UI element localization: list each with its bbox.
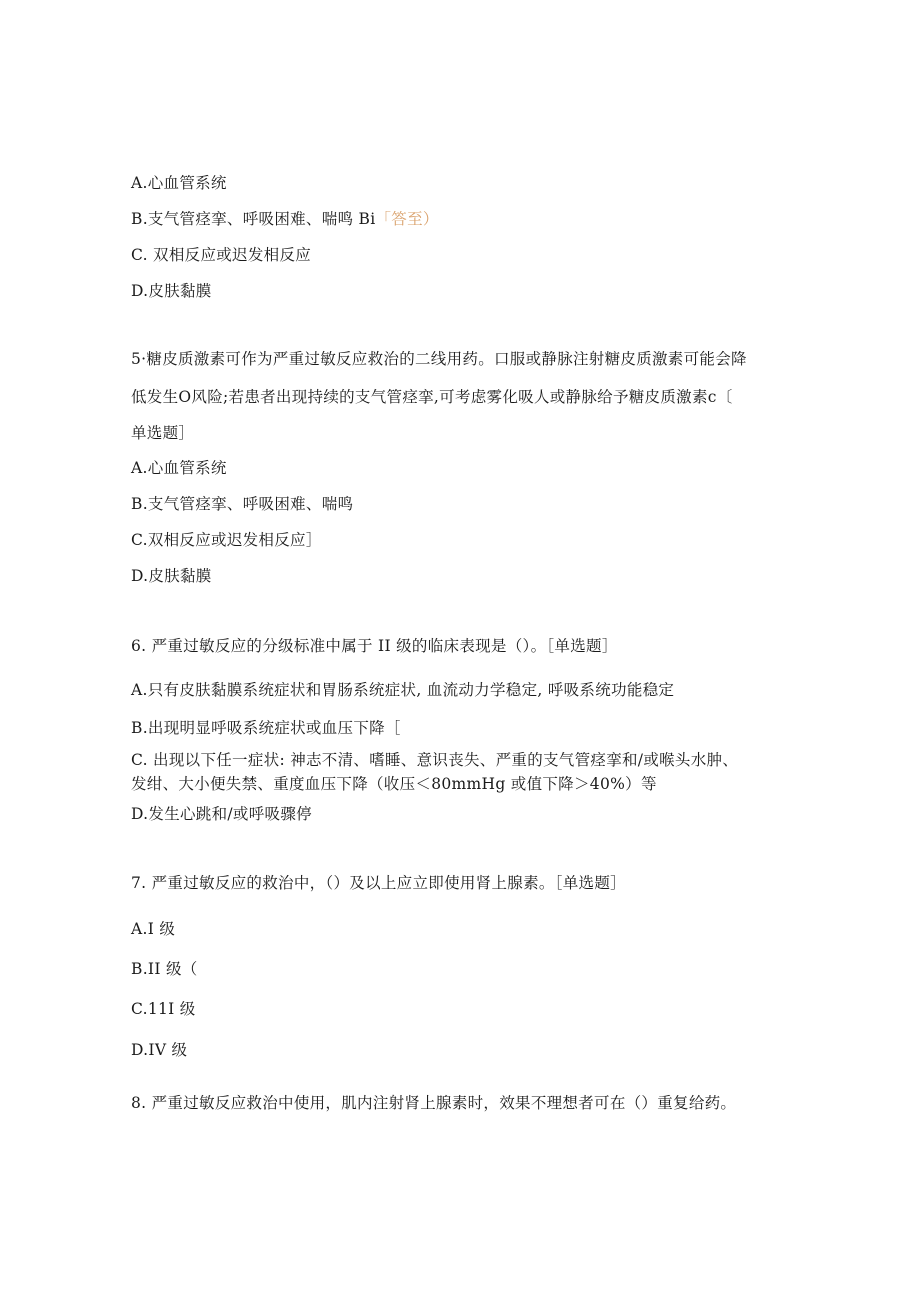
q5-option-a: A.心血管系统 xyxy=(131,459,227,477)
q6-question: 6. 严重过敏反应的分级标准中属于 II 级的临床表现是（）。［单选题］ xyxy=(131,637,618,655)
q6-option-c-line-1: C. 出现以下任一症状: 神志不清、嗜睡、意识丧失、严重的支气管痉挛和/或喉头水肿、 xyxy=(131,751,739,769)
q6-option-d: D.发生心跳和/或呼吸骤停 xyxy=(131,805,312,823)
q5-question-line-3: 单选题］ xyxy=(131,424,195,442)
q4-option-a: A.心血管系统 xyxy=(131,174,227,192)
q5-option-b: B.支气管痉挛、呼吸困难、喘鸣 xyxy=(131,495,354,513)
q4-answer-mark: 「答至） xyxy=(375,210,439,228)
q7-option-c: C.11I 级 xyxy=(131,1000,196,1018)
q5-option-d: D.皮肤黏膜 xyxy=(131,567,212,585)
q4-option-d: D.皮肤黏膜 xyxy=(131,282,212,300)
q7-option-b: B.II 级（ xyxy=(131,960,198,978)
q5-question-line-1: 5·糖皮质激素可作为严重过敏反应救治的二线用药。口服或静脉注射糖皮质激素可能会降 xyxy=(131,350,747,368)
q4-option-b-text: B.支气管痉挛、呼吸困难、喘鸣 Bi xyxy=(131,210,376,228)
q7-option-a: A.I 级 xyxy=(131,920,176,938)
q8-question: 8. 严重过敏反应救治中使用，肌内注射肾上腺素时，效果不理想者可在（）重复给药。 xyxy=(131,1094,737,1112)
q7-question: 7. 严重过敏反应的救治中，（）及以上应立即使用肾上腺素。［单选题］ xyxy=(131,874,626,892)
q6-option-a: A.只有皮肤黏膜系统症状和胃肠系统症状, 血流动力学稳定, 呼吸系统功能稳定 xyxy=(131,681,675,699)
q5-question-line-2: 低发生O风险;若患者出现持续的支气管痉挛,可考虑雾化吸人或静脉给予糖皮质激素c〔 xyxy=(131,388,733,406)
q7-option-d: D.IV 级 xyxy=(131,1041,188,1059)
q6-option-b: B.出现明显呼吸系统症状或血压下降［ xyxy=(131,719,401,737)
q4-option-b xyxy=(131,209,439,229)
q4-option-c: C. 双相反应或迟发相反应 xyxy=(131,246,312,264)
q6-option-c-line-2: 发绀、大小便失禁、重度血压下降（收压＜80mmHg 或值下降＞40%）等 xyxy=(131,775,657,793)
q5-option-c: C.双相反应或迟发相反应］ xyxy=(131,531,322,549)
